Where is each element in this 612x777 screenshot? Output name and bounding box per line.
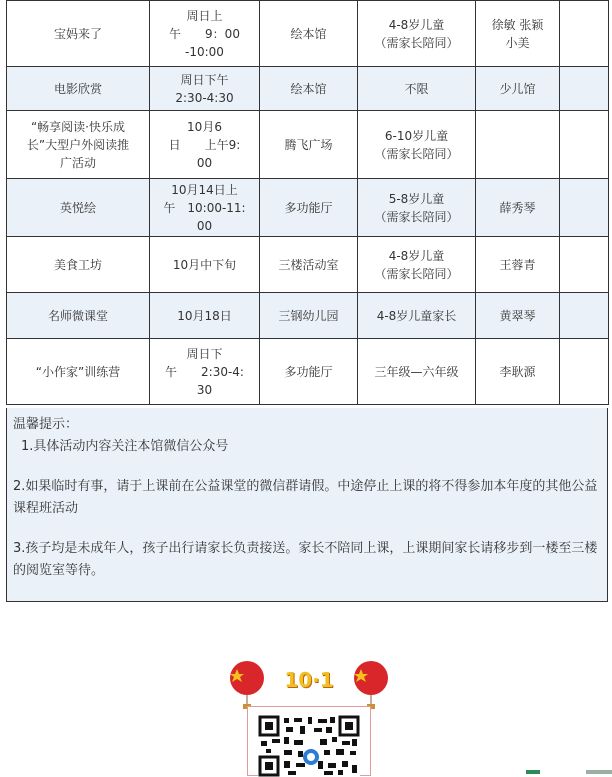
activity-time-cell-line: 周日上 (186, 8, 223, 23)
reminder-item-3: 3.孩子均是未成年人，孩子出行请家长负责接送。家长不陪同上课，上课期间家长请移步到一楼至三楼的阅览室等待。 (13, 541, 598, 578)
activity-time-cell-line: 午 10:00-11: (163, 200, 246, 215)
activity-venue-cell-text: 多功能厅 (284, 200, 333, 215)
activity-audience-cell-line: （需家长陪同） (374, 209, 459, 224)
activity-time-cell-line: 日 上午9: (168, 137, 241, 152)
activity-time-cell-line: 00 (196, 218, 213, 233)
activity-name-cell-line: 广活动 (59, 155, 96, 170)
activity-audience-cell-line: 5-8岁儿童 (388, 191, 445, 206)
activity-name-cell (7, 339, 150, 405)
activity-time-cell-line: -10:00 (185, 44, 224, 59)
activity-audience-cell-line: 不限 (404, 81, 429, 96)
activity-name-cell-text: 名师微课堂 (47, 308, 108, 323)
activity-extra-cell (560, 67, 609, 111)
activity-name-cell (7, 293, 150, 339)
activity-audience-cell-line: 三年级—六年级 (374, 364, 459, 379)
activity-extra-cell (560, 339, 609, 405)
activity-time-cell-line: 周日下 (186, 346, 223, 361)
activity-audience-cell (358, 111, 476, 179)
national-day-logo (225, 652, 395, 774)
activity-audience-cell (358, 179, 476, 237)
activity-time-cell-line: 午 9：00 (169, 26, 240, 41)
activity-name-cell (7, 1, 150, 67)
activity-name-cell-line: “畅享阅读·快乐成 (30, 119, 126, 134)
schedule-row (7, 237, 609, 293)
activity-name-cell-line: 长”大型户外阅读推 (26, 137, 130, 152)
activity-time-cell (150, 67, 260, 111)
activity-teacher-cell (476, 67, 560, 111)
activity-venue-cell (260, 293, 358, 339)
activity-time-cell-line: 10月中下旬 (172, 257, 237, 272)
activity-teacher-cell (476, 339, 560, 405)
activity-extra-cell (560, 179, 609, 237)
activity-audience-cell-line: （需家长陪同） (374, 146, 459, 161)
activity-teacher-cell-line: 少儿馆 (499, 81, 536, 96)
activity-audience-cell (358, 293, 476, 339)
activity-venue-cell (260, 1, 358, 67)
activity-audience-cell (358, 339, 476, 405)
activity-teacher-cell-line: 徐敏 张颖 (491, 17, 544, 32)
activity-venue-cell-text: 绘本馆 (290, 81, 327, 96)
schedule-row (7, 293, 609, 339)
activity-time-cell-line: 10月14日上 (171, 182, 238, 197)
schedule-row (7, 179, 609, 237)
activity-time-cell-line: 午 2:30-4: (165, 364, 244, 379)
reminder-item-2: 2.如果临时有事，请于上课前在公益课堂的微信群请假。中途停止上课的将不得参加本年度的其他公益课程班活动 (13, 479, 598, 516)
activity-name-cell (7, 111, 150, 179)
activity-name-cell (7, 237, 150, 293)
activity-extra-cell (560, 237, 609, 293)
activity-audience-cell-line: 6-10岁儿童 (384, 128, 449, 143)
reminder-item-1: 1.具体活动内容关注本馆微信公众号 (21, 439, 229, 454)
activity-time-cell-line: 30 (196, 382, 213, 397)
activity-teacher-cell (476, 237, 560, 293)
activity-venue-cell-text: 三楼活动室 (278, 257, 339, 272)
activity-extra-cell (560, 293, 609, 339)
activity-venue-cell (260, 339, 358, 405)
activity-time-cell (150, 111, 260, 179)
activity-time-cell (150, 339, 260, 405)
activity-audience-cell-line: 4-8岁儿童 (388, 248, 445, 263)
activity-schedule-table (6, 0, 609, 405)
activity-venue-cell (260, 237, 358, 293)
activity-time-cell (150, 237, 260, 293)
activity-name-cell-text: 英悦绘 (59, 200, 96, 215)
activity-audience-cell-line: 4-8岁儿童 (388, 17, 445, 32)
activity-venue-cell-text: 多功能厅 (284, 364, 333, 379)
activity-time-cell (150, 179, 260, 237)
activity-teacher-cell-line: 薛秀琴 (499, 200, 536, 215)
activity-name-cell-text: “小作家”训练营 (35, 364, 121, 379)
activity-venue-cell (260, 67, 358, 111)
activity-name-cell-text: 美食工坊 (53, 257, 102, 272)
activity-teacher-cell (476, 1, 560, 67)
balloon-flag-icon (227, 660, 267, 710)
activity-time-cell-line: 00 (196, 155, 213, 170)
activity-time-cell-line: 2:30-4:30 (175, 90, 234, 105)
activity-name-cell (7, 179, 150, 237)
activity-name-cell-text: 宝妈来了 (53, 26, 102, 41)
activity-audience-cell-line: 4-8岁儿童家长 (376, 308, 457, 323)
activity-teacher-cell-line: 小美 (505, 35, 530, 50)
activity-venue-cell-text: 腾飞广场 (284, 137, 333, 152)
qr-code-icon[interactable] (258, 715, 360, 777)
reminder-notes (6, 408, 608, 602)
activity-time-cell (150, 1, 260, 67)
page-corner-decoration (526, 768, 612, 774)
activity-time-cell-line: 10月18日 (177, 308, 232, 323)
activity-teacher-cell-line: 李耿源 (499, 364, 536, 379)
qr-code-frame (247, 706, 371, 776)
schedule-row (7, 339, 609, 405)
activity-audience-cell-line: （需家长陪同） (374, 35, 459, 50)
schedule-row (7, 111, 609, 179)
activity-teacher-cell (476, 293, 560, 339)
activity-teacher-cell (476, 111, 560, 179)
activity-venue-cell-text: 三钢幼儿园 (278, 308, 339, 323)
activity-venue-cell-text: 绘本馆 (290, 26, 327, 41)
activity-teacher-cell (476, 179, 560, 237)
activity-time-cell-line: 周日下午 (180, 72, 229, 87)
activity-venue-cell (260, 111, 358, 179)
activity-name-cell-text: 电影欣赏 (53, 81, 102, 96)
activity-audience-cell (358, 67, 476, 111)
activity-extra-cell (560, 111, 609, 179)
activity-audience-cell (358, 237, 476, 293)
activity-teacher-cell-line: 王蓉青 (499, 257, 536, 272)
activity-time-cell (150, 293, 260, 339)
schedule-row (7, 67, 609, 111)
activity-name-cell (7, 67, 150, 111)
activity-venue-cell (260, 179, 358, 237)
activity-audience-cell (358, 1, 476, 67)
balloon-flag-icon (351, 660, 391, 710)
activity-extra-cell (560, 1, 609, 67)
schedule-row (7, 1, 609, 67)
activity-audience-cell-line: （需家长陪同） (374, 266, 459, 281)
activity-teacher-cell-line: 黄翠琴 (499, 308, 536, 323)
reminder-title: 温馨提示： (13, 417, 79, 432)
activity-time-cell-line: 10月6 (187, 119, 222, 134)
national-day-badge-text: 10·1 (284, 668, 334, 692)
